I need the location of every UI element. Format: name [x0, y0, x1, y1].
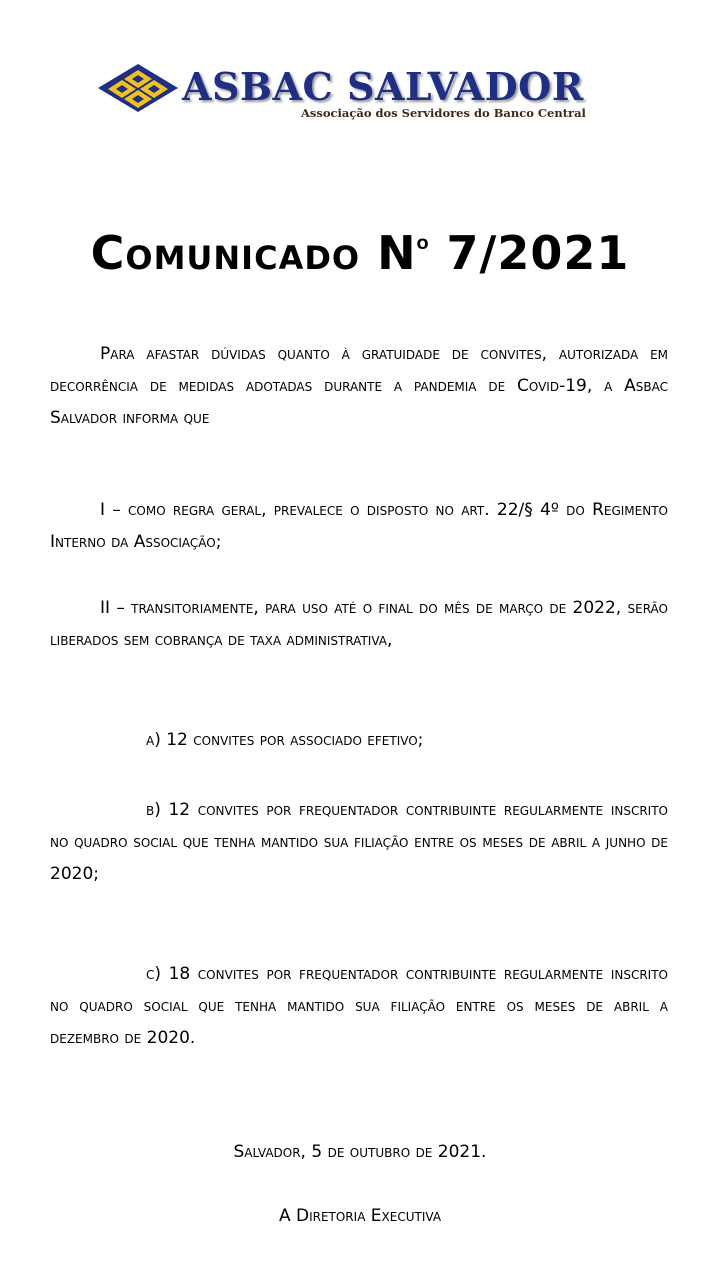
- item-i-paragraph: I – como regra geral, prevalece o disposto no art. 22/§ 4º do Regimento Interno da Associação;: [50, 500, 668, 552]
- item-c-paragraph: c) 18 convites por frequentador contribuinte regularmente inscrito no quadro social que tenha mantido sua filiação entre os meses de abril a dezembro de 2020.: [50, 964, 668, 1048]
- closing-date: Salvador, 5 de outubro de 2021.: [233, 1142, 487, 1162]
- item-ii-paragraph: II – transitoriamente, para uso até o final do mês de março de 2022, serão liberados sem cobrança de taxa administrativa,: [50, 598, 668, 650]
- item-a-paragraph: a) 12 convites por associado efetivo;: [146, 730, 424, 750]
- title-sup: o: [416, 230, 430, 254]
- logo-subtitle: Associação dos Servidores do Banco Central: [301, 106, 586, 120]
- header-logo: [96, 60, 626, 130]
- title-main: Comunicado N: [90, 226, 417, 280]
- asbac-logo-icon: [96, 62, 180, 118]
- document-title: [0, 226, 720, 280]
- intro-paragraph: Para afastar dúvidas quanto à gratuidade de convites, autorizada em decorrência de medidas adotadas durante a pandemia de Covid-19, a Asbac Salvador informa que: [50, 344, 668, 428]
- logo-title: ASBAC SALVADOR: [182, 64, 584, 109]
- item-b-paragraph: b) 12 convites por frequentador contribuinte regularmente inscrito no quadro social que tenha mantido sua filiação entre os meses de abril a junho de 2020;: [50, 800, 668, 884]
- title-number: 7/2021: [429, 226, 630, 280]
- closing-signature: A Diretoria Executiva: [278, 1206, 442, 1226]
